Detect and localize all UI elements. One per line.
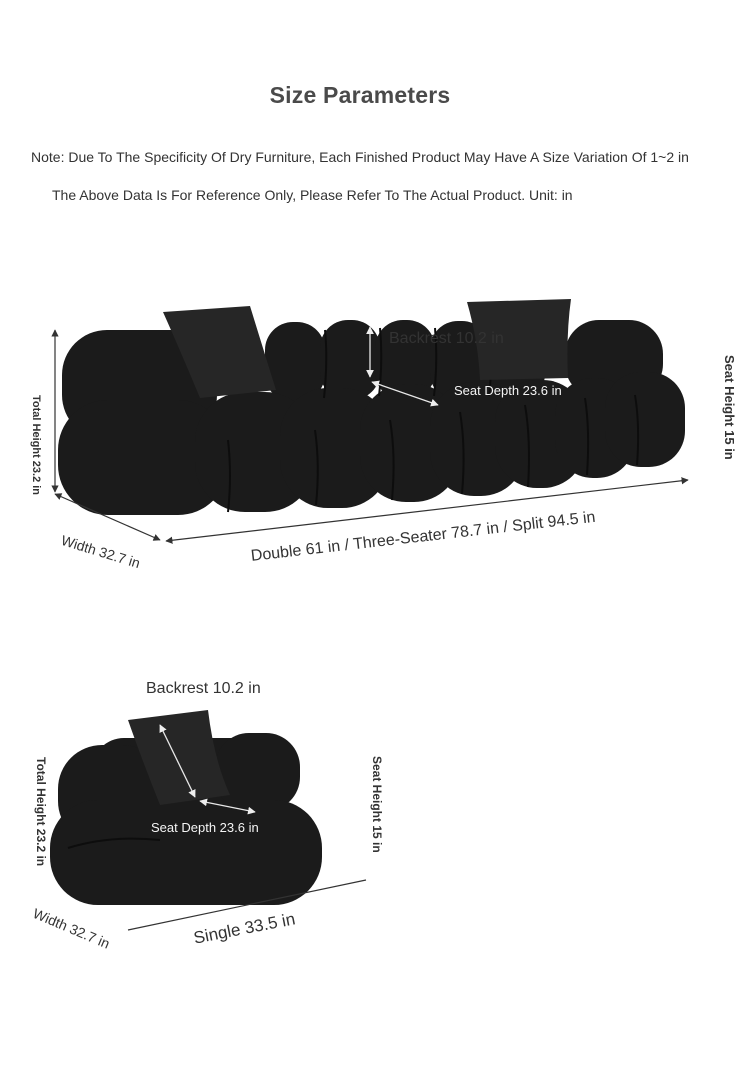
- size-note-line-2: The Above Data Is For Reference Only, Please Refer To The Actual Product. Unit: in: [52, 187, 573, 203]
- sofa-image: [58, 299, 685, 515]
- page-title: Size Parameters: [269, 82, 451, 108]
- chair-backrest-label: Backrest 10.2 in: [146, 680, 261, 697]
- sofa-total-height-label: Total Height 23.2 in: [30, 395, 42, 496]
- size-note-line-1: Note: Due To The Specificity Of Dry Furniture, Each Finished Product May Have A Size Variation Of 1~2 in: [31, 149, 689, 165]
- chair-image: [50, 710, 322, 905]
- sofa-seat-height-label: Seat Height 15 in: [722, 355, 737, 460]
- sofa-seat-depth-label: Seat Depth 23.6 in: [454, 383, 562, 398]
- sofa-width-label: Width 32.7 in: [59, 532, 143, 572]
- chair-length-label: Single 33.5 in: [192, 909, 297, 948]
- sofa-length-label: Double 61 in / Three-Seater 78.7 in / Split 94.5 in: [250, 508, 597, 565]
- chair-seat-height-label: Seat Height 15 in: [370, 756, 384, 853]
- chair-total-height-label: Total Height 23.2 in: [34, 757, 48, 867]
- chair-seat-depth-label: Seat Depth 23.6 in: [151, 820, 259, 835]
- chair-width-label: Width 32.7 in: [30, 905, 113, 952]
- sofa-backrest-label: Backrest 10.2 in: [389, 330, 504, 347]
